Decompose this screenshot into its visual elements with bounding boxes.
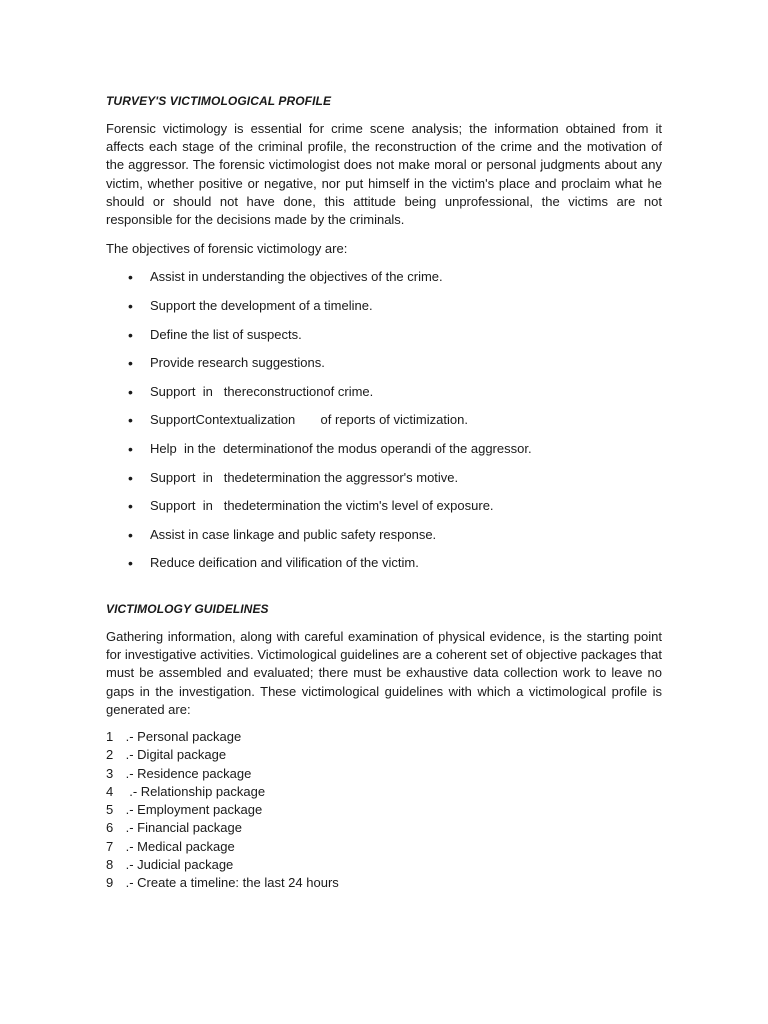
list-item bbox=[106, 554, 662, 583]
package-label: .- Relationship package bbox=[122, 783, 266, 799]
package-label: .- Create a timeline: the last 24 hours bbox=[122, 875, 339, 891]
list-item bbox=[106, 838, 662, 856]
list-item bbox=[106, 526, 662, 555]
document-page bbox=[106, 92, 662, 893]
bullet-icon: • bbox=[128, 298, 133, 315]
guidelines-paragraph: Gathering information, along with careful examination of physical evidence, is the starting point for investigative activities. Victimological guidelines are a coherent set of objective packages that must be assembled and evaluated; there must be exhaustive data collection work to leave no gaps in the investigation. These victimological guidelines with which a victimological profile is generated are: bbox=[106, 628, 662, 717]
list-item bbox=[106, 268, 662, 297]
package-label: .- Employment package bbox=[122, 802, 263, 818]
package-number: 6 bbox=[106, 820, 114, 836]
package-label: .- Residence package bbox=[122, 765, 252, 781]
objective-text: Assist in understanding the objectives of the crime. bbox=[150, 269, 443, 285]
bullet-icon: • bbox=[128, 440, 133, 457]
package-label: .- Judicial package bbox=[122, 857, 234, 873]
objectives-intro: The objectives of forensic victimology are: bbox=[106, 241, 348, 257]
list-item bbox=[106, 856, 662, 874]
objective-text: Provide research suggestions. bbox=[150, 355, 325, 371]
package-number: 2 bbox=[106, 747, 114, 763]
package-number: 3 bbox=[106, 765, 114, 781]
package-number: 5 bbox=[106, 802, 114, 818]
objectives-list bbox=[106, 268, 662, 583]
package-number: 7 bbox=[106, 838, 114, 854]
list-item bbox=[106, 383, 662, 412]
list-item bbox=[106, 497, 662, 526]
bullet-icon: • bbox=[128, 355, 133, 372]
list-item bbox=[106, 297, 662, 326]
bullet-icon: • bbox=[128, 526, 133, 543]
bullet-icon: • bbox=[128, 469, 133, 486]
bullet-icon: • bbox=[128, 412, 133, 429]
list-item bbox=[106, 354, 662, 383]
objective-text: Support in thereconstructionof crime. bbox=[150, 383, 374, 399]
list-item bbox=[106, 728, 662, 746]
package-label: .- Financial package bbox=[122, 820, 242, 836]
package-number: 1 bbox=[106, 728, 114, 744]
objective-text: Assist in case linkage and public safety response. bbox=[150, 526, 437, 542]
list-item bbox=[106, 783, 662, 801]
package-number: 8 bbox=[106, 857, 114, 873]
list-item bbox=[106, 746, 662, 764]
objective-text: Support in thedetermination the victim's level of exposure. bbox=[150, 498, 494, 514]
bullet-icon: • bbox=[128, 269, 133, 286]
section-title-victimology-guidelines: VICTIMOLOGY GUIDELINES bbox=[106, 601, 269, 616]
package-number: 4 bbox=[106, 783, 114, 799]
package-label: .- Digital package bbox=[122, 747, 227, 763]
list-item bbox=[106, 819, 662, 837]
list-item bbox=[106, 801, 662, 819]
list-item bbox=[106, 411, 662, 440]
list-item bbox=[106, 469, 662, 498]
packages-list bbox=[106, 728, 662, 893]
bullet-icon: • bbox=[128, 326, 133, 343]
objective-text: Help in the determinationof the modus operandi of the aggressor. bbox=[150, 440, 532, 456]
bullet-icon: • bbox=[128, 383, 133, 400]
package-label: .- Medical package bbox=[122, 838, 235, 854]
list-item bbox=[106, 326, 662, 355]
objective-text: Reduce deification and vilification of the victim. bbox=[150, 555, 419, 571]
package-label: .- Personal package bbox=[122, 728, 242, 744]
package-number: 9 bbox=[106, 875, 114, 891]
objective-text: Define the list of suspects. bbox=[150, 326, 302, 342]
list-item bbox=[106, 440, 662, 469]
section-title-victimological-profile: TURVEY'S VICTIMOLOGICAL PROFILE bbox=[106, 94, 332, 108]
bullet-icon: • bbox=[128, 555, 133, 572]
objective-text: Support in thedetermination the aggressor's motive. bbox=[150, 469, 459, 485]
objective-text: SupportContextualization of reports of victimization. bbox=[150, 412, 468, 428]
list-item bbox=[106, 874, 662, 892]
forensic-victimology-paragraph: Forensic victimology is essential for crime scene analysis; the information obtained from it affects each stage of the criminal profile, the reconstruction of the crime and the motivation of the aggressor. The forensic victimologist does not make moral or personal judgments about any victim, whether positive or negative, nor put himself in the victim's place and proclaim what he should or should not have done, this attitude being unprofessional, the victims are not responsible for the decisions made by the criminals. bbox=[106, 121, 662, 228]
bullet-icon: • bbox=[128, 498, 133, 515]
objective-text: Support the development of a timeline. bbox=[150, 298, 373, 314]
list-item bbox=[106, 765, 662, 783]
